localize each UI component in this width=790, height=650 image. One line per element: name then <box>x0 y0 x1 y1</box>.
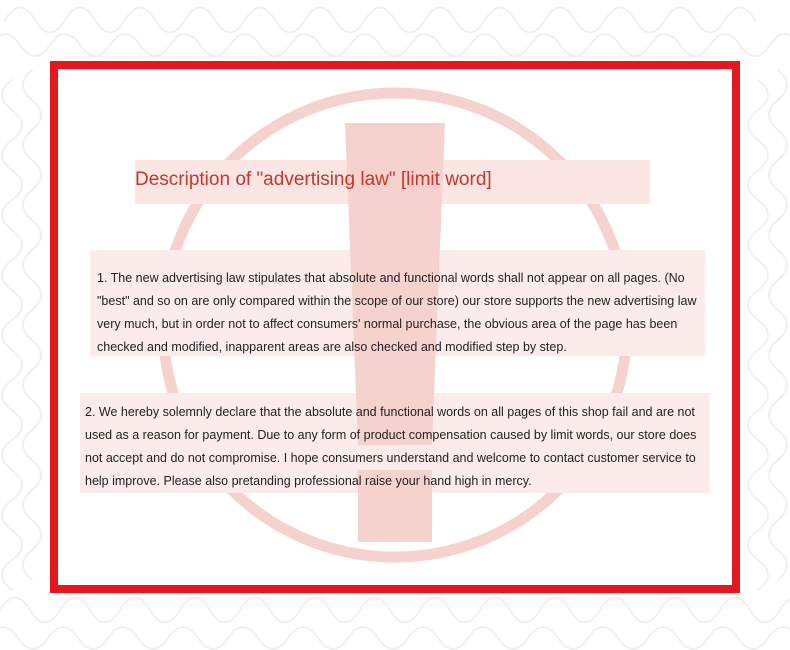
notice-title: Description of "advertising law" [limit word] <box>135 169 492 190</box>
notice-paragraph-2: 2. We hereby solemnly declare that the absolute and functional words on all pages of this shop fail and are not used as a reason for payment. Due to any form of product compensation caused by limit words, our store does not accept and do not compromise. I hope consumers understand and welcome to contact customer service to help improve. Please also pretanding professional raise your hand high in mercy. <box>85 405 697 488</box>
notice-paragraph-1: 1. The new advertising law stipulates that absolute and functional words shall not appear on all pages. (No "best" and so on are only compared within the scope of our store) our store supports the new advertising law very much, but in order not to affect consumers' normal purchase, the obvious area of the page has been checked and modified, inapparent areas are also checked and modified step by step. <box>97 271 697 354</box>
